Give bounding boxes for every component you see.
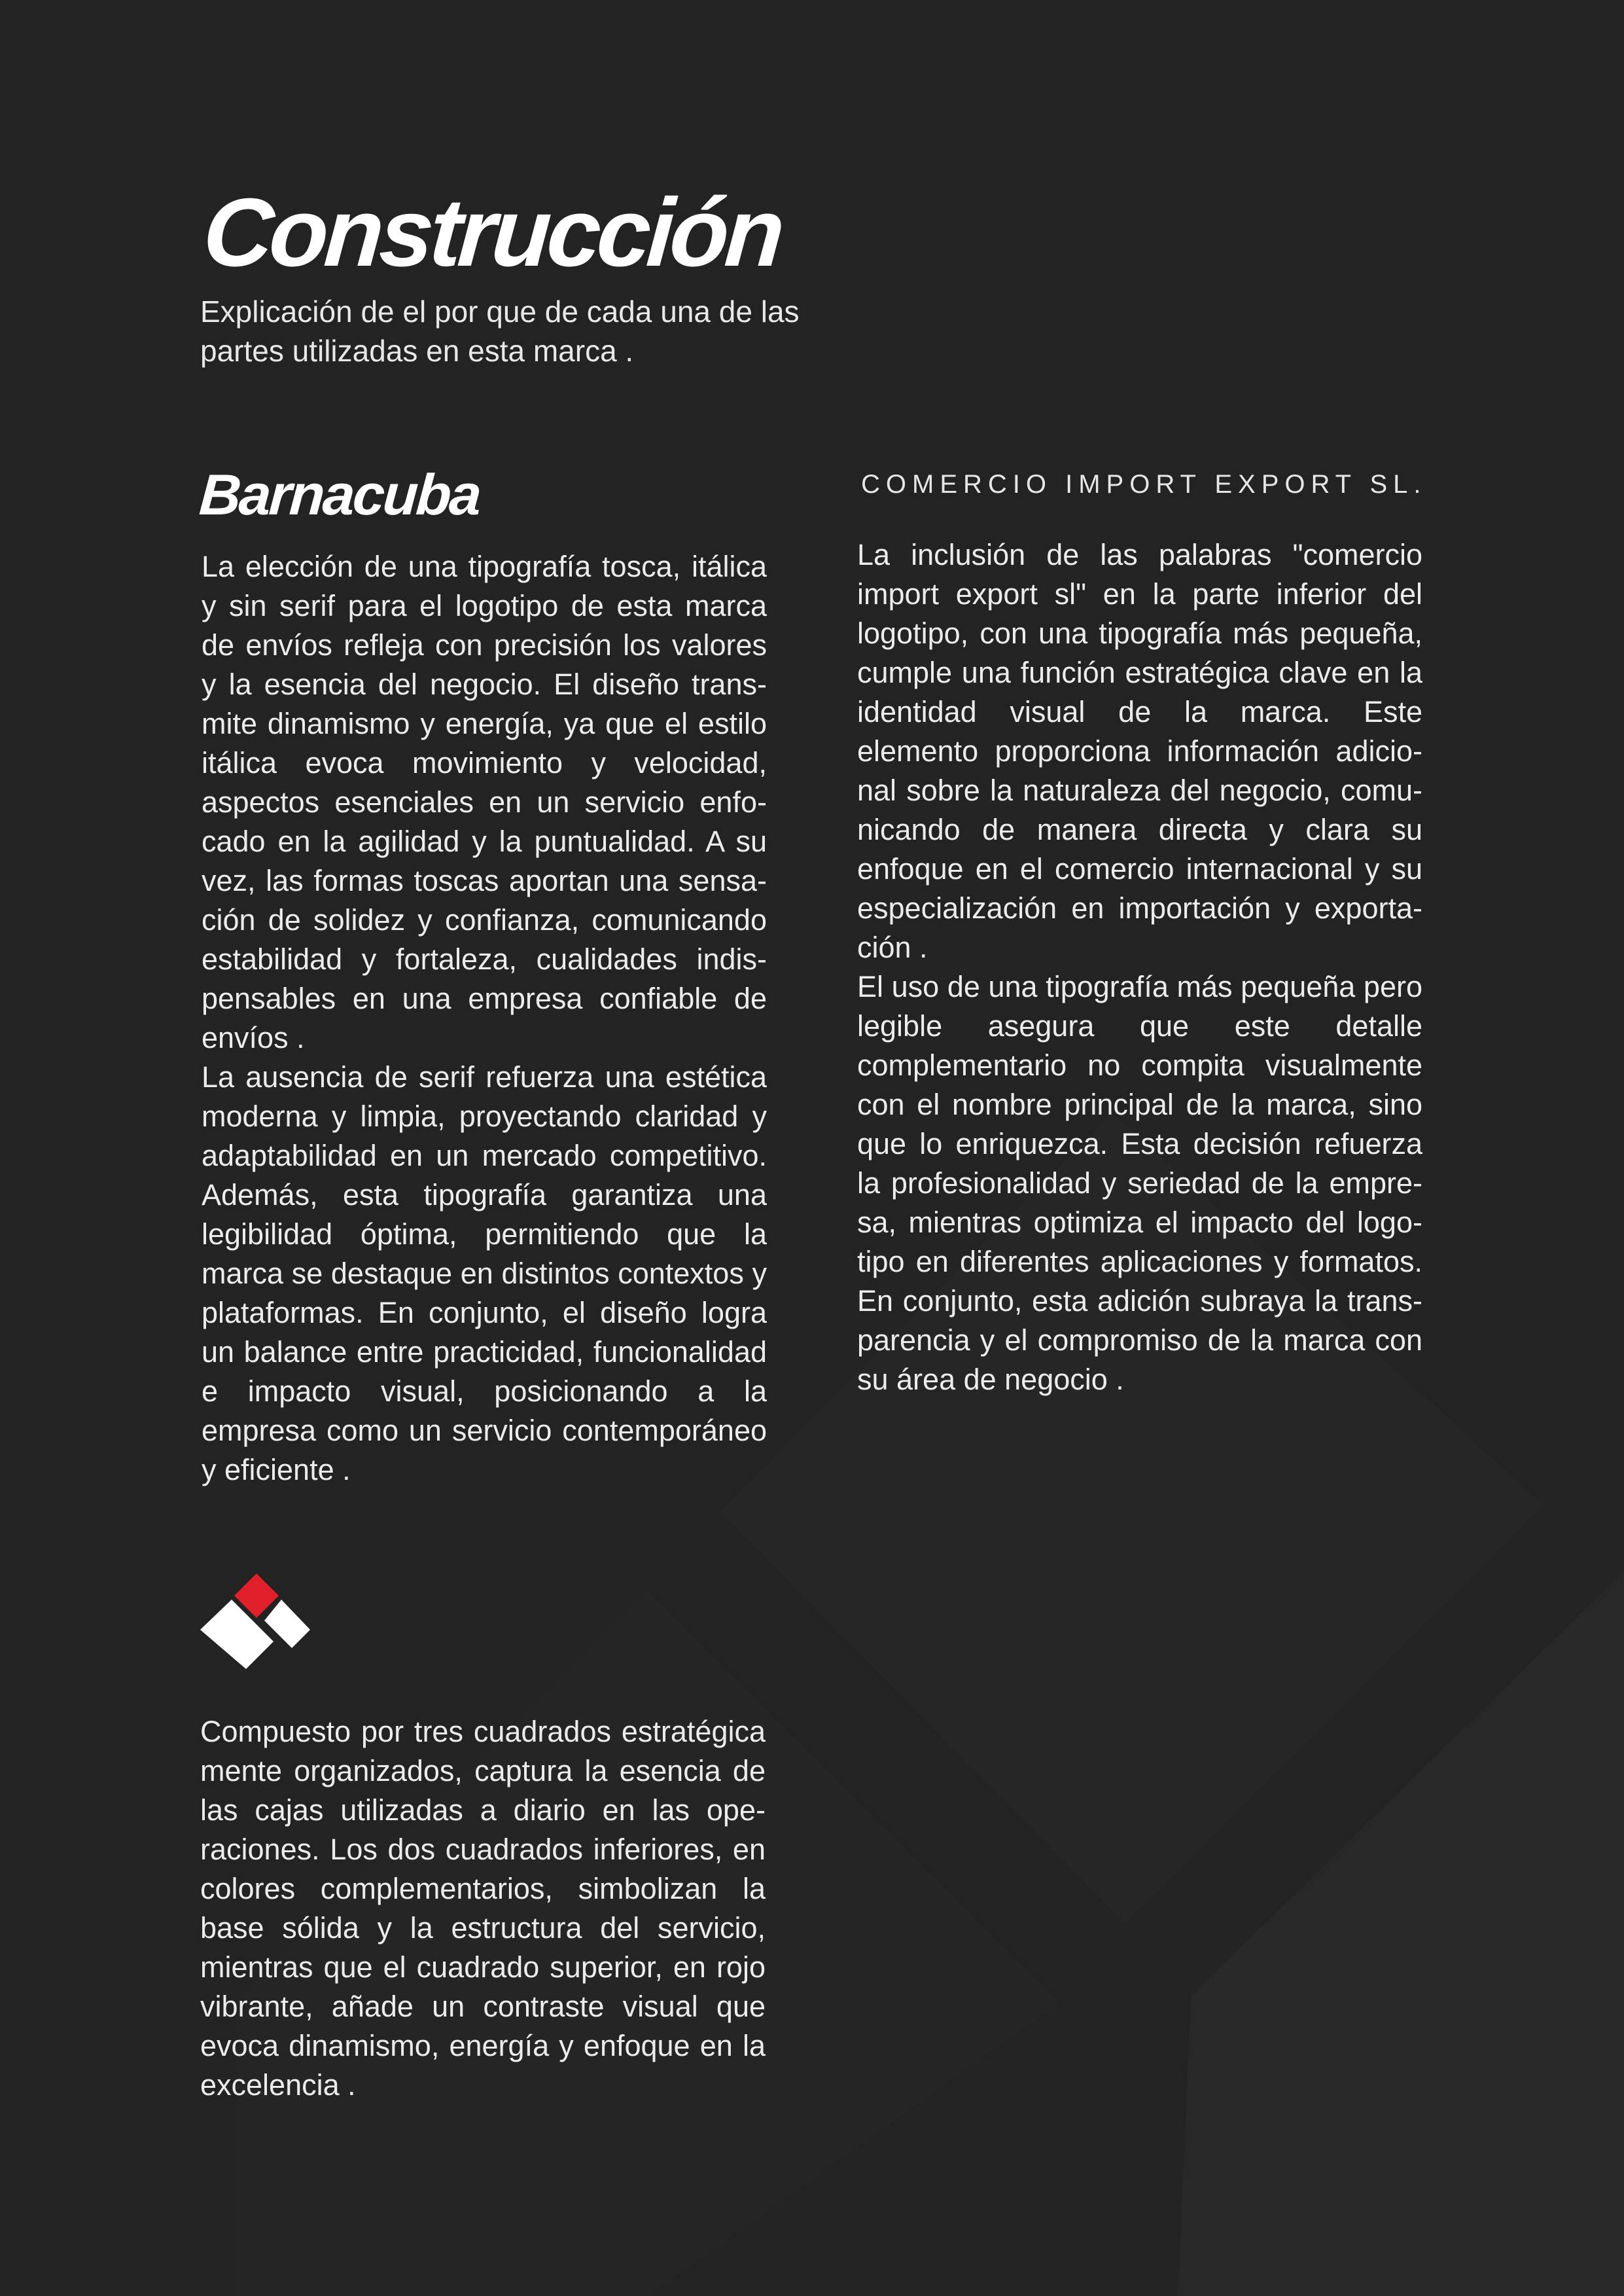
tagline-description <box>857 535 1422 1399</box>
tagline-caption: COMERCIO IMPORT EXPORT SL. <box>861 470 1427 499</box>
tagline-paragraph: La inclusión de las palabras "comercio import export sl" en la parte inferior del logotipo, con una tipografía más pequeña, cumple una función estratégica clave en la identidad visual de la marca. Este elemento proporciona información adicional sobre la naturaleza del negocio, comunicando de manera directa y clara su enfoque en el comercio internacional y su especialización en importación y exportación . <box>857 538 1422 964</box>
typography-paragraph: La ausencia de serif refuerza una estética moderna y limpia, proyectando claridad y adaptabilidad en un mercado competitivo. Además, esta tipografía garantiza una legibilidad óptima, permitiendo que la marca se destaque en distintos contextos y plataformas. En conjunto, el diseño logra un balance entre practicidad, funcionalidad e impacto visual, posicionando a la empresa como un servicio contemporáneo y eficiente . <box>202 1060 767 1486</box>
page-title: Construcción <box>200 179 785 287</box>
typography-description <box>202 547 767 1490</box>
page-subtitle: Explicación de el por que de cada una de las partes utilizadas en esta marca . <box>200 295 800 368</box>
isotype-description <box>200 1712 766 2105</box>
isotype-paragraph: Compuesto por tres cuadrados estratégica mente organizados, captura la esencia de las cajas utilizadas a diario en las operaciones. Los dos cuadrados inferiores, en colores complementarios, simbolizan la base sólida y la estructura del servicio, mientras que el cuadrado superior, en rojo vibrante, añade un contraste visual que evoca dinamismo, energía y enfoque en la excelencia . <box>200 1715 766 2102</box>
tagline-paragraph: El uso de una tipografía más pequeña pero legible asegura que este detalle complementario no compita visualmente con el nombre principal de la marca, sino que lo enriquezca. Esta decisión refuerza la profesionalidad y seriedad de la empresa, mientras optimiza el impacto del logotipo en diferentes aplicaciones y formatos. En conjunto, esta adición subraya la transparencia y el compromiso de la marca con su área de negocio . <box>857 970 1422 1396</box>
typography-paragraph: La elección de una tipografía tosca, itálica y sin serif para el logotipo de esta marca de envíos refleja con precisión los valores y la esencia del negocio. El diseño transmite dinamismo y energía, ya que el estilo itálica evoca movimiento y velocidad, aspectos esenciales en un servicio enfocado en la agilidad y la puntualidad. A su vez, las formas toscas aportan una sensación de solidez y confianza, comunicando estabilidad y fortaleza, cualidades indispensables en una empresa confiable de envíos . <box>202 550 767 1054</box>
typography-heading: Barnacuba <box>197 462 482 527</box>
three-squares-logo-icon <box>200 1573 313 1686</box>
